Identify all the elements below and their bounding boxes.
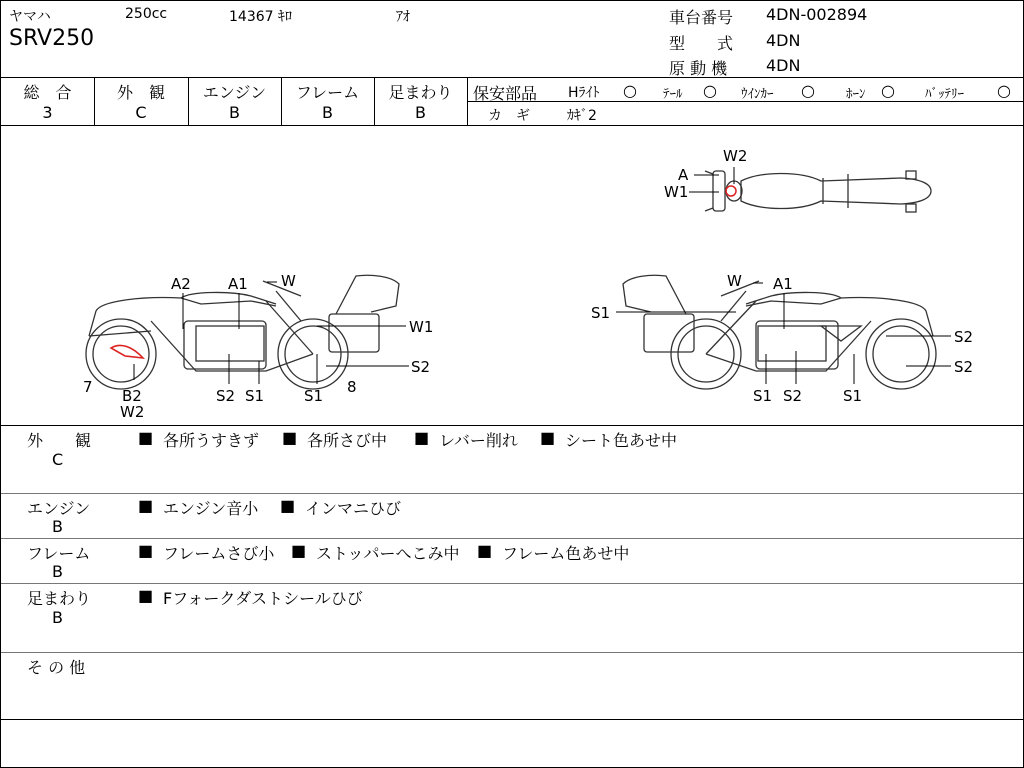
safety-tail-mark: ○ [703, 81, 717, 100]
remarks-item: 各所うすきず [163, 431, 260, 450]
left-label-w1: W1 [409, 318, 434, 336]
remarks-bullet: ■ [291, 541, 307, 560]
remarks-category: 足まわり [27, 589, 92, 608]
displacement: 250cc [125, 6, 168, 22]
remarks-item: 各所さび中 [307, 431, 388, 450]
remarks-bullet: ■ [138, 541, 154, 560]
safety-tail: ﾃｰﾙ [663, 87, 683, 102]
top-label-w1: W1 [664, 183, 689, 201]
remarks-item: レバー削れ [439, 431, 518, 450]
engine-value: 4DN [766, 56, 801, 75]
frame-no-label: 車台番号 [669, 8, 734, 27]
remarks-grade: B [52, 517, 63, 536]
right-label-w: W [727, 272, 742, 290]
remarks-item: Fフォークダストシールひび [163, 589, 363, 608]
remarks-bullet: ■ [138, 586, 154, 605]
damage-mark-top [726, 186, 736, 196]
right-label-s1-bottom: S1 [753, 387, 773, 405]
remarks-row-frame [1, 539, 1023, 583]
remarks-bullet: ■ [138, 496, 154, 515]
right-label-a1: A1 [773, 275, 793, 293]
right-label-s1-front: S1 [843, 387, 863, 405]
mileage: 14367 ｷﾛ [229, 9, 292, 25]
remarks-category: 外 観 [27, 431, 92, 450]
safety-label: 保安部品 [473, 84, 538, 103]
top-view-bike [705, 171, 931, 212]
remarks-row-exterior [1, 426, 1023, 494]
maker: ヤマハ [9, 9, 51, 25]
safety-battery: ﾊﾞｯﾃﾘｰ [925, 87, 964, 102]
remarks-row-other [1, 653, 1023, 719]
safety-horn-mark: ○ [881, 81, 895, 100]
remarks-bullet: ■ [540, 428, 556, 447]
damage-diagram [1, 126, 1023, 426]
safety-headlight: Hﾗｲﾄ [568, 85, 600, 101]
right-label-s2-lower: S2 [954, 358, 974, 376]
grade-label-exterior: 外 観 [116, 83, 165, 102]
grade-value-suspension: B [415, 103, 426, 122]
left-label-s2: S2 [216, 387, 236, 405]
left-label-a1: A1 [228, 275, 248, 293]
left-label-s1-front: S1 [304, 387, 324, 405]
remarks-item: シート色あせ中 [565, 431, 678, 450]
safety-winker: ｳｲﾝｶｰ [741, 87, 774, 102]
safety-battery-mark: ○ [997, 81, 1011, 100]
left-label-s2-right: S2 [411, 358, 431, 376]
type-value: 4DN [766, 31, 801, 50]
grade-value-engine: B [229, 103, 240, 122]
left-label-8: 8 [347, 378, 357, 396]
top-label-w2: W2 [723, 147, 748, 165]
top-label-a: A [678, 166, 689, 184]
grade-value-overall: 3 [42, 103, 53, 122]
remarks-category: エンジン [27, 499, 91, 518]
grade-label-overall: 総 合 [23, 83, 72, 102]
remarks-row-engine [1, 494, 1023, 538]
grade-value-frame: B [322, 103, 333, 122]
safety-horn: ﾎｰﾝ [846, 87, 866, 102]
left-label-w: W [281, 272, 296, 290]
model-name: SRV250 [9, 26, 95, 51]
type-label: 型 式 [669, 34, 734, 53]
remarks-grade: B [52, 608, 63, 627]
remarks-category: そ の 他 [27, 658, 86, 677]
color: ｱｵ [396, 9, 410, 25]
remarks-grade: B [52, 562, 63, 581]
left-label-7: 7 [83, 378, 93, 396]
safety-headlight-mark: ○ [623, 81, 637, 100]
remarks-item: エンジン音小 [163, 499, 259, 518]
key-value: ｶｷﾞ2 [567, 108, 597, 124]
remarks-bullet: ■ [282, 428, 298, 447]
remarks-item: インマニひび [305, 499, 402, 518]
remarks-item: ストッパーへこみ中 [316, 544, 460, 563]
remarks-bullet: ■ [138, 428, 154, 447]
remarks-bullet: ■ [477, 541, 493, 560]
right-label-s1: S1 [591, 304, 611, 322]
remarks-bullet: ■ [414, 428, 430, 447]
damage-mark-left [111, 345, 143, 358]
grade-label-suspension: 足まわり [388, 83, 453, 102]
left-label-b2: B2 [122, 387, 142, 405]
safety-winker-mark: ○ [801, 81, 815, 100]
left-label-s1: S1 [245, 387, 265, 405]
grade-label-engine: エンジン [202, 83, 267, 102]
grade-label-frame: フレーム [295, 83, 360, 102]
right-label-s2-upper: S2 [954, 328, 974, 346]
remarks-item: フレーム色あせ中 [502, 544, 630, 563]
remarks-grade: C [52, 450, 64, 469]
key-label: カ ギ [488, 108, 530, 124]
right-label-s2-bottom: S2 [783, 387, 803, 405]
engine-label: 原 動 機 [669, 59, 728, 78]
left-label-w2: W2 [120, 403, 145, 421]
remarks-item: フレームさび小 [163, 544, 275, 563]
grade-value-exterior: C [135, 103, 147, 122]
remarks-bullet: ■ [280, 496, 296, 515]
divider [1, 77, 1023, 78]
frame-no: 4DN-002894 [766, 5, 868, 24]
remarks-row-suspension [1, 584, 1023, 652]
remarks-category: フレーム [27, 544, 91, 563]
left-label-a2: A2 [171, 275, 191, 293]
